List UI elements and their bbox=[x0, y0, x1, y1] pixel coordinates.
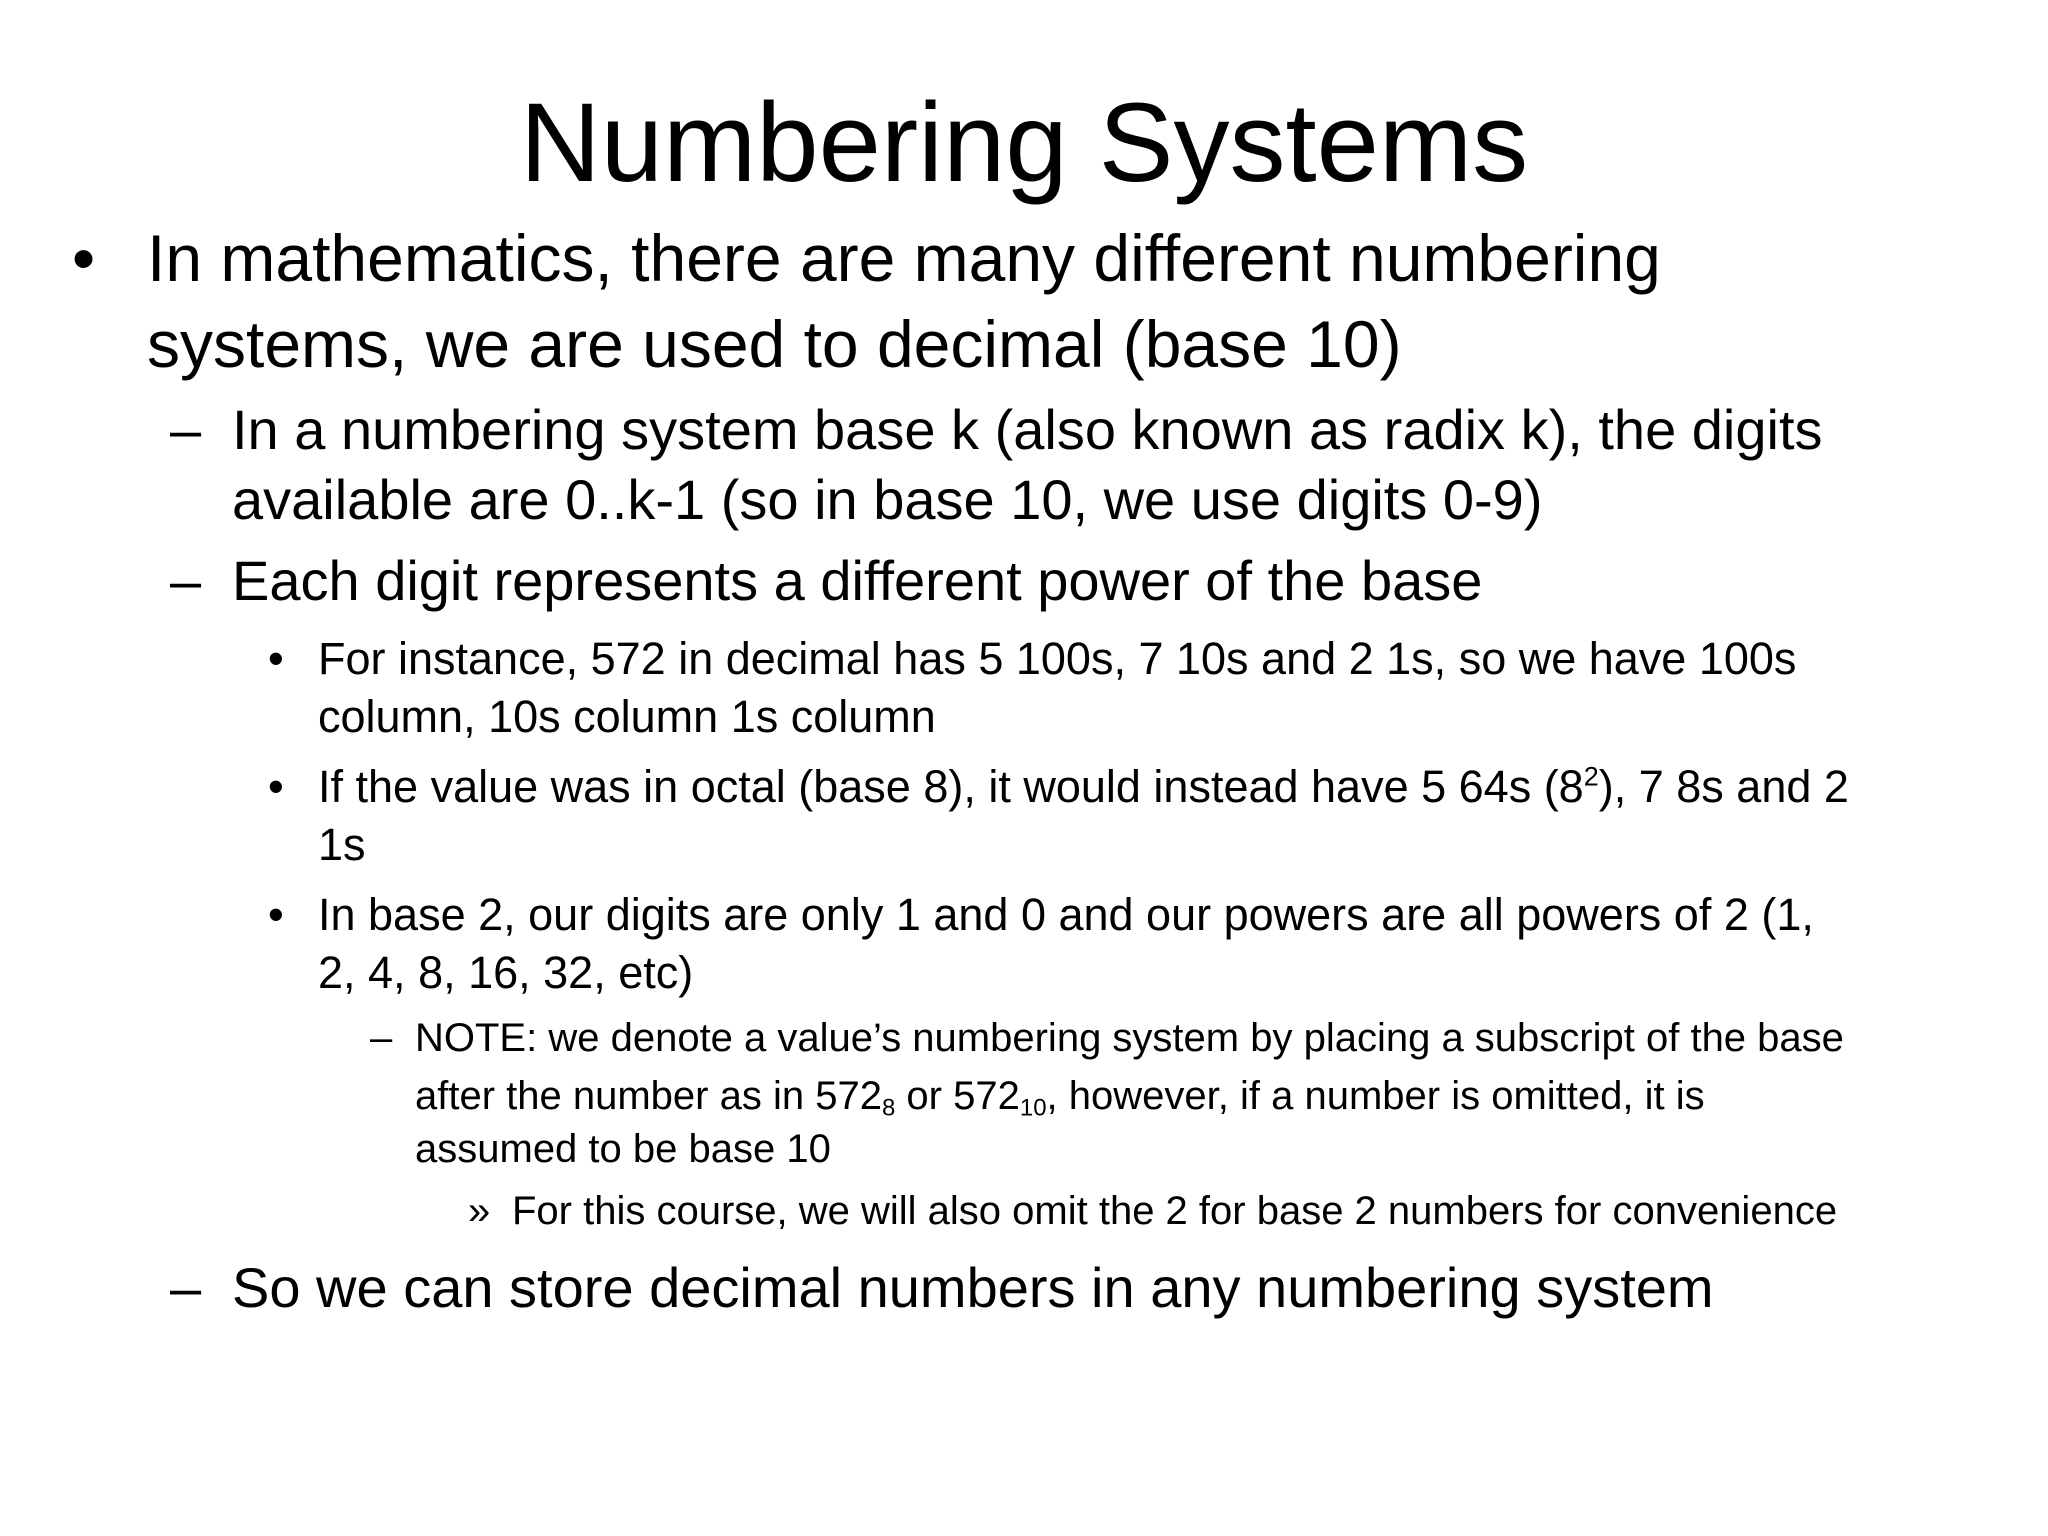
bullet-marker: • bbox=[268, 761, 284, 812]
bullet-text-line: In mathematics, there are many different numbering bbox=[147, 221, 1661, 295]
raquo-marker: » bbox=[468, 1189, 491, 1233]
bullet-text-line: assumed to be base 10 bbox=[415, 1127, 831, 1171]
bullet-text-line: So we can store decimal numbers in any numbering system bbox=[232, 1256, 1714, 1319]
bullet-marker: • bbox=[72, 221, 96, 295]
bullet-text-line: 1s bbox=[318, 819, 366, 870]
text-part: , however, if a number is omitted, it is bbox=[1046, 1074, 1705, 1118]
bullet-text-line: 2, 4, 8, 16, 32, etc) bbox=[318, 947, 694, 998]
subscript-base: 10 bbox=[1019, 1094, 1047, 1122]
bullet-text-line: available are 0..k-1 (so in base 10, we use digits 0-9) bbox=[232, 468, 1543, 531]
dash-marker: – bbox=[170, 1256, 202, 1319]
text-part: ), 7 8s and 2 bbox=[1598, 761, 1849, 812]
bullet-text-line: column, 10s column 1s column bbox=[318, 691, 936, 742]
text-part: or 572 bbox=[895, 1074, 1020, 1118]
bullet-marker: • bbox=[268, 633, 284, 684]
bullet-text-line: For this course, we will also omit the 2 for base 2 numbers for convenience bbox=[512, 1189, 1838, 1233]
bullet-text-line: In a numbering system base k (also known as radix k), the digits bbox=[232, 398, 1823, 461]
bullet-text-line: NOTE: we denote a value’s numbering system by placing a subscript of the base bbox=[415, 1016, 1844, 1060]
bullet-text-line: In base 2, our digits are only 1 and 0 and our powers are all powers of 2 (1, bbox=[318, 889, 1814, 940]
bullet-text-line bbox=[318, 758, 1849, 816]
bullet-text-line: systems, we are used to decimal (base 10) bbox=[147, 307, 1402, 381]
bullet-marker: • bbox=[268, 889, 284, 940]
subscript-base: 8 bbox=[881, 1094, 896, 1122]
superscript-exponent: 2 bbox=[1583, 761, 1599, 792]
dash-marker: – bbox=[370, 1016, 393, 1060]
bullet-text-line: Each digit represents a different power of the base bbox=[232, 549, 1483, 612]
bullet-text-line: For instance, 572 in decimal has 5 100s, 7 10s and 2 1s, so we have 100s bbox=[318, 633, 1797, 684]
dash-marker: – bbox=[170, 549, 202, 612]
bullet-text-line bbox=[415, 1070, 1705, 1123]
text-part: after the number as in 572 bbox=[415, 1074, 882, 1118]
text-part: If the value was in octal (base 8), it would instead have 5 64s (8 bbox=[318, 761, 1584, 812]
slide-title: Numbering Systems bbox=[519, 80, 1529, 205]
dash-marker: – bbox=[170, 398, 202, 461]
